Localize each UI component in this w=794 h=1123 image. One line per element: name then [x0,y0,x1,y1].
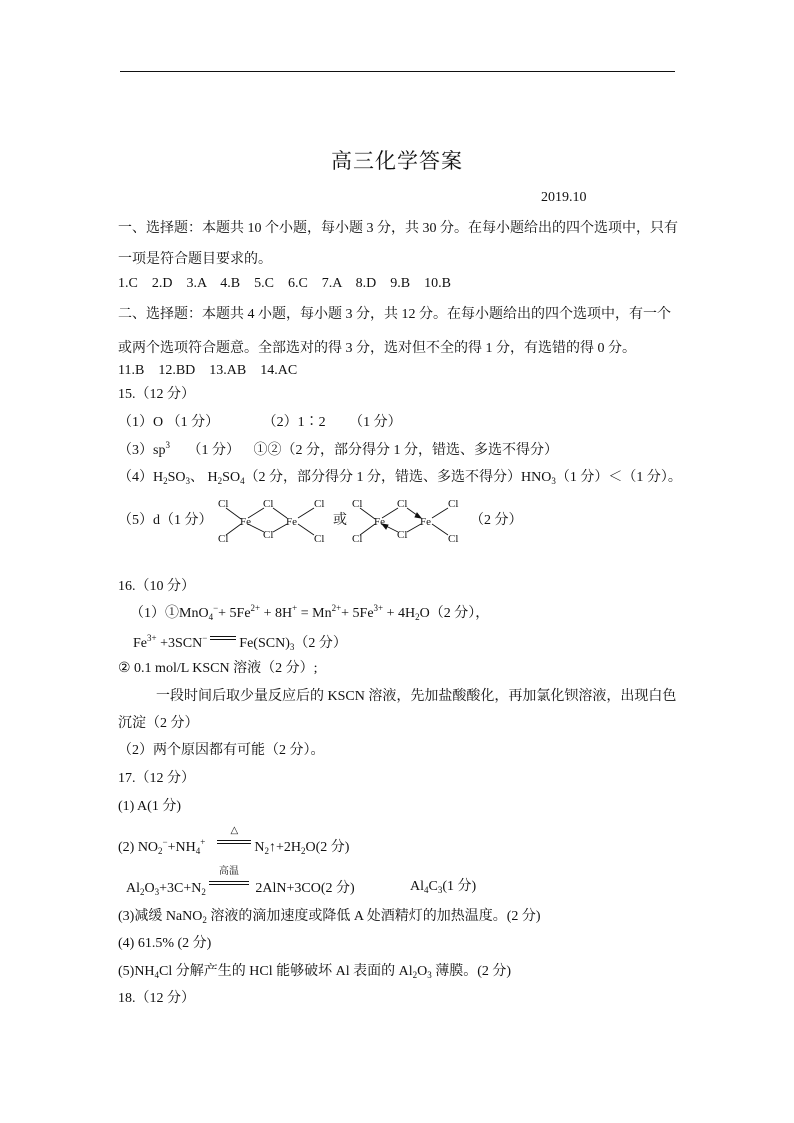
page-title: 高三化学答案 [331,149,463,173]
struct2-cl-bottom-left: Cl [352,533,363,545]
q15-part5-label: （5）d（1 分） [118,513,213,528]
q15-part2-answer: （2）1∶2 [262,415,326,430]
q17-heading: 17.（12 分） [118,771,195,786]
struct1-cl-bottom-left: Cl [218,533,229,545]
q16-line-6: （2）两个原因都有可能（2 分）。 [118,743,325,758]
equilibrium-sign [208,633,238,645]
q16-equation-1: （1）①MnO$_4$−+ $5Fe^{2+} + 8H^+ = Mn^{2+}+ 5Fe^{3+} + 4H_2O(2$ 分）， [130,603,490,622]
q17-equation-1: (2) $NO_2^-+NH_4^+$ △ $N_2↑+2H_2O(2$ 分) [118,825,350,856]
q16-line-4: 一段时间后取少量反应后的 KSCN 溶液，先加盐酸酸化，再加氯化钡溶液，出现白色 [156,689,677,704]
q16-equation-2: $Fe^{3+} +3SCN^-$ $Fe(SCN)_3(2$ 分） [133,633,347,652]
struct2-cl-top-left: Cl [352,498,363,510]
q17-line-5: $(5)NH_4Cl$ 分解产生的 HCl 能够破坏 Al 表面的 $Al_2O_3$ 薄膜。(2 分) [118,964,512,980]
struct2-cl-bottom-right: Cl [448,533,459,545]
header-rule [120,71,675,72]
struct1-cl-top-mid: Cl [263,498,274,510]
document-date: 2019.10 [541,190,587,205]
struct2-cl-bottom-mid: Cl [397,529,408,541]
q16-heading: 16.（10 分） [118,579,195,594]
section2-intro-line2: 或两个选项符合题意。全部选对的得 3 分，选对但不全的得 1 分，有选错的得 0 分。 [118,341,636,356]
section1-answers: 1.C 2.D 3.A 4.B 5.C 6.C 7.A 8.D 9.B 10.B [118,276,451,291]
struct2-fe-right: Fe [420,516,431,528]
struct1-fe-left: Fe [240,516,251,528]
q15-part3-score: （1 分） [187,443,240,458]
section2-intro-line1: 二、选择题：本题共 4 小题，每小题 3 分，共 12 分。在每小题给出的四个选项中，有一个 [118,307,671,322]
section1-intro-line2: 一项是符合题目要求的。 [118,252,272,267]
struct1-fe-right: Fe [286,516,297,528]
struct1-cl-bottom-mid: Cl [263,529,274,541]
fe2cl6-structure-2 [344,494,470,546]
q17-al4c3: $Al_4C_3(1$ 分) [410,879,477,895]
q17-equation-2: $Al_2O_3+3C+N_2$ 高温 2AlN+3CO(2 分) [126,866,355,897]
q15-heading: 15.（12 分） [118,387,195,402]
q17-line-4: (4) 61.5% (2 分) [118,936,212,951]
q15-part5-or: 或 [333,513,347,528]
high-temp-equals-sign [207,866,251,890]
q18-heading: 18.（12 分） [118,991,195,1006]
struct2-cl-top-mid: Cl [397,498,408,510]
q15-part4: $(4)H_2SO_3$、 $H_2SO_4(2$ 分，部分得分 1 分，错选、多选不得分）$HNO_3(1$ 分）＜（1 分）。 [118,470,682,486]
struct2-fe-left: Fe [374,516,385,528]
struct2-cl-top-right: Cl [448,498,459,510]
fe2cl6-structure-1 [210,494,336,546]
q15-part2-score: （1 分） [349,415,402,430]
q15-part1-answer: （1）O （1 分） [118,415,220,430]
q16-line-5: 沉淀（2 分） [118,716,199,731]
q15-part3 [118,442,558,460]
q15-part3-detail: ①②（2 分，部分得分 1 分，错选、多选不得分） [253,443,558,458]
heat-equals-sign [215,825,253,849]
q15-part3-label: （3）sp [118,443,166,458]
q15-part5-score: （2 分） [470,513,523,528]
struct1-cl-top-right: Cl [314,498,325,510]
q15-part3-sup: 3 [165,440,170,450]
section2-answers: 11.B 12.BD 13.AB 14.AC [118,363,298,378]
struct1-cl-bottom-right: Cl [314,533,325,545]
section1-intro-line1: 一、选择题：本题共 10 个小题，每小题 3 分，共 30 分。在每小题给出的四个选项中，只有 [118,221,678,236]
q17-line-3: (3)减缓 NaNO$_2$ 溶液的滴加速度或降低 A 处酒精灯的加热温度。(2 分) [118,909,541,925]
q16-line-3: ② 0.1 mol/L KSCN 溶液（2 分）; [118,661,318,676]
q15-part1 [118,414,402,432]
struct1-cl-top-left: Cl [218,498,229,510]
q17-line-1: (1) A(1 分) [118,799,181,814]
heat-condition: △ [230,825,239,836]
high-temp-condition: 高温 [218,866,239,877]
